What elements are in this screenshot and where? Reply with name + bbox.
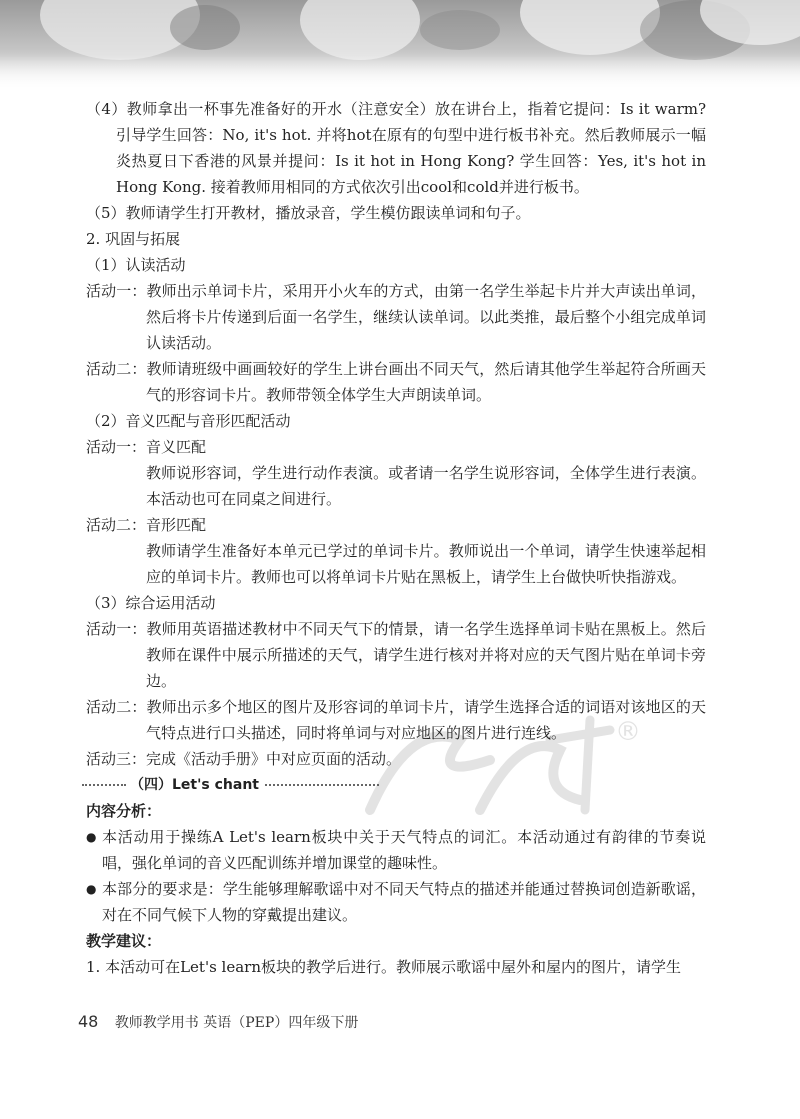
page-number: 48 <box>78 1012 99 1031</box>
activity-2-sound-form-label: 活动二：音形匹配 <box>86 516 207 534</box>
page-body <box>86 96 706 980</box>
dotted-rule-left <box>82 784 126 786</box>
bullet-text: 本活动用于操练A Let's learn板块中关于天气特点的词汇。本活动通过有韵律的节奏说唱，强化单词的音义匹配训练并增加课堂的趣味性。 <box>102 828 706 872</box>
activity-2-comprehensive: 活动二：教师出示多个地区的图片及形容词的单词卡片，请学生选择合适的词语对该地区的天气特点进行口头描述，同时将单词与对应地区的图片进行连线。 <box>86 698 706 742</box>
content-analysis-heading: 内容分析： <box>86 802 162 820</box>
bullet-text: 本部分的要求是：学生能够理解歌谣中对不同天气特点的描述并能通过替换词创造新歌谣，对在不同气候下人物的穿戴提出建议。 <box>102 880 706 924</box>
teaching-suggestion-1: 1. 本活动可在Let's learn板块的教学后进行。教师展示歌谣中屋外和屋内的图片，请学生 <box>86 958 681 976</box>
activity-1-sound-meaning-text: 教师说形容词，学生进行动作表演。或者请一名学生说形容词，全体学生进行表演。本活动也可在同桌之间进行。 <box>146 464 706 508</box>
activity-1-comprehensive: 活动一：教师用英语描述教材中不同天气下的情景，请一名学生选择单词卡贴在黑板上。然后教师在课件中展示所描述的天气，请学生进行核对并将对应的天气图片贴在单词卡旁边。 <box>86 620 706 690</box>
activity-3-comprehensive: 活动三：完成《活动手册》中对应页面的活动。 <box>86 750 402 768</box>
activity-1-sound-meaning-label: 活动一：音义匹配 <box>86 438 207 456</box>
bullet-icon: ● <box>86 830 97 844</box>
paragraph-step-5: （5）教师请学生打开教材，播放录音，学生模仿跟读单词和句子。 <box>86 204 531 222</box>
heading-comprehensive-activity: （3）综合运用活动 <box>86 594 216 612</box>
heading-reading-activity: （1）认读活动 <box>86 256 186 274</box>
dotted-rule-right <box>265 784 379 786</box>
bullet-icon: ● <box>86 882 97 896</box>
activity-2-reading: 活动二：教师请班级中画画较好的学生上讲台画出不同天气，然后请其他学生举起符合所画天气的形容词卡片。教师带领全体学生大声朗读单词。 <box>86 360 706 404</box>
bullet-item <box>86 876 706 928</box>
bullet-item <box>86 824 706 876</box>
heading-matching-activity: （2）音义匹配与音形匹配活动 <box>86 412 291 430</box>
activity-1-reading: 活动一：教师出示单词卡片，采用开小火车的方式，由第一名学生举起卡片并大声读出单词，然后将卡片传递到后面一名学生，继续认读单词。以此类推，最后整个小组完成单词认读活动。 <box>86 282 706 352</box>
book-title: 教师教学用书 英语（PEP）四年级下册 <box>114 1015 359 1031</box>
floral-header-banner <box>0 0 800 90</box>
registered-mark: ® <box>615 717 641 747</box>
teaching-suggestions-heading: 教学建议： <box>86 932 162 950</box>
section-title: （四）Let's chant <box>130 777 259 793</box>
page-footer <box>78 1012 358 1032</box>
heading-consolidation: 2. 巩固与拓展 <box>86 230 181 248</box>
section-header-lets-chant <box>86 772 706 798</box>
activity-2-sound-form-text: 教师请学生准备好本单元已学过的单词卡片。教师说出一个单词，请学生快速举起相应的单词卡片。教师也可以将单词卡片贴在黑板上，请学生上台做快听快指游戏。 <box>146 542 706 586</box>
paragraph-step-4: （4）教师拿出一杯事先准备好的开水（注意安全）放在讲台上，指着它提问：Is it warm? 引导学生回答：No, it's hot. 并将hot在原有的句型中进行板书补充。然后教师展示一幅炎热夏日下香港的风景并提问：Is it hot in Hong Kong? 学生回答：Yes, it's hot in Hong Kong. 接着教师用相同的方式依次引出cool和cold并进行板书。 <box>86 100 706 196</box>
